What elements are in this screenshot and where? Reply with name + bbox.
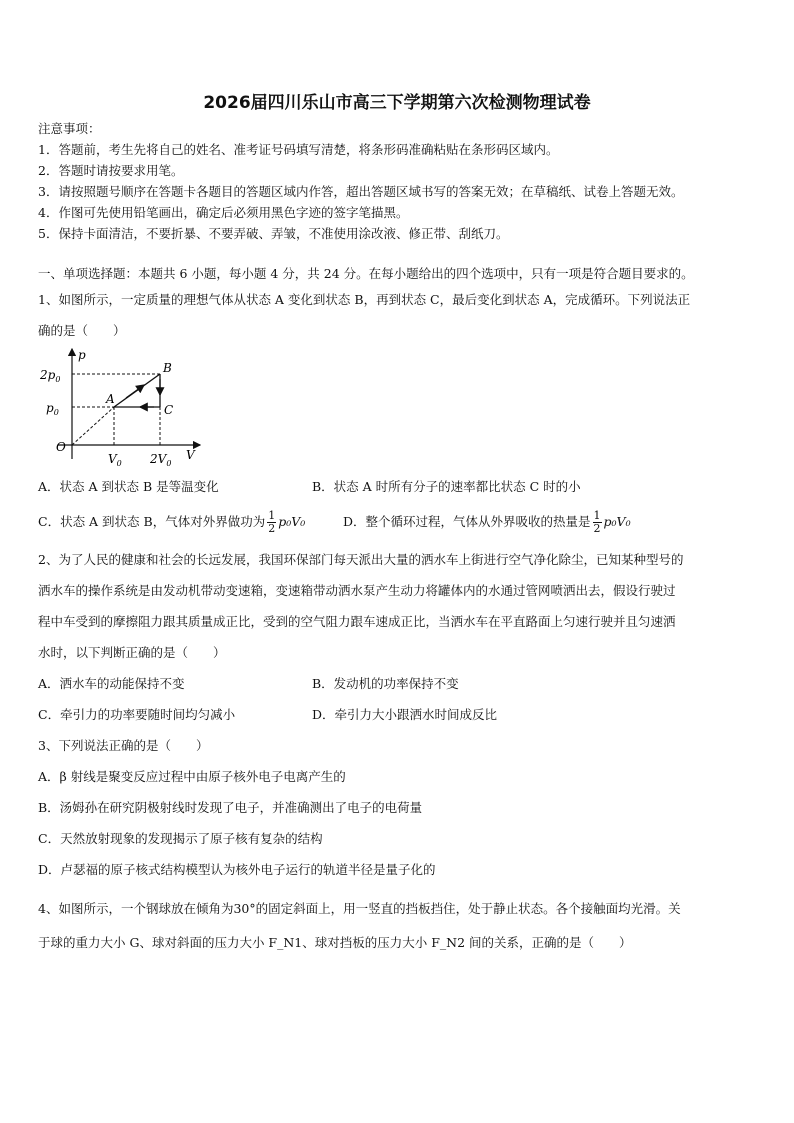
q3-stem: 3、下列说法正确的是（ ）	[38, 738, 209, 753]
label-2p0: $2p_0$	[40, 368, 61, 384]
q3-option-a: A．β 射线是聚变反应过程中由原子核外电子电离产生的	[38, 769, 346, 784]
page-title: 2026届四川乐山市高三下学期第六次检测物理试卷	[203, 93, 591, 113]
q1-stem-line1: 1、如图所示，一定质量的理想气体从状态 A 变化到状态 B，再到状态 C，最后变化到状态 A，完成循环。下列说法正	[38, 292, 691, 307]
label-p0: $p_0$	[46, 401, 59, 417]
notice-item-3: 3．请按照题号顺序在答题卡各题目的答题区域内作答，超出答题区域书写的答案无效；在草稿纸、试卷上答题无效。	[38, 184, 684, 199]
q1-option-c-expr: p₀V₀	[278, 514, 306, 529]
q1-option-d	[343, 510, 631, 535]
arrow-a-to-b	[126, 385, 144, 398]
q1-option-d-fraction: $\frac{1}{2}$	[593, 509, 601, 535]
q3-option-c: C．天然放射现象的发现揭示了原子核有复杂的结构	[38, 831, 323, 846]
notice-item-1: 1．答题前，考生先将自己的姓名、准考证号码填写清楚，将条形码准确粘贴在条形码区域内。	[38, 142, 559, 157]
q1-option-c	[38, 510, 305, 535]
q1-option-a: A．状态 A 到状态 B 是等温变化	[38, 479, 219, 494]
q2-option-c: C．牵引力的功率要随时间均匀减小	[38, 707, 236, 722]
notice-item-2: 2．答题时请按要求用笔。	[38, 163, 184, 178]
origin-label: O	[56, 440, 66, 454]
q1-option-d-text: D．整个循环过程，气体从外界吸收的热量是	[343, 514, 591, 529]
q2-stem-line4: 水时，以下判断正确的是（ ）	[38, 645, 226, 660]
point-b-label: B	[163, 361, 172, 375]
notice-header: 注意事项：	[38, 121, 101, 136]
pv-diagram	[38, 343, 208, 471]
q2-option-b: B．发动机的功率保持不变	[312, 676, 459, 691]
q4-stem-line2: 于球的重力大小 G、球对斜面的压力大小 F_N1、球对挡板的压力大小 F_N2 间的关系，正确的是（ ）	[38, 935, 632, 950]
label-2v0: $2V_0$	[150, 452, 172, 468]
q2-stem-line1: 2、为了人民的健康和社会的长远发展，我国环保部门每天派出大量的洒水车上街进行空气净化除尘，已知某种型号的	[38, 552, 684, 567]
point-c-label: C	[164, 403, 174, 417]
v-axis-label: V	[186, 448, 195, 462]
q2-option-d: D．牵引力大小跟洒水时间成反比	[312, 707, 498, 722]
notice-item-4: 4．作图可先使用铅笔画出，确定后必须用黑色字迹的签字笔描黑。	[38, 205, 409, 220]
notice-item-5: 5．保持卡面清洁，不要折暴、不要弄破、弄皱，不准使用涂改液、修正带、刮纸刀。	[38, 226, 509, 241]
point-a-label: A	[106, 392, 115, 406]
q3-option-d: D．卢瑟福的原子核式结构模型认为核外电子运行的轨道半径是量子化的	[38, 862, 436, 877]
q2-stem-line2: 洒水车的操作系统是由发动机带动变速箱，变速箱带动洒水泵产生动力将罐体内的水通过管网喷洒出去，假设行驶过	[38, 583, 676, 598]
section-heading: 一、单项选择题：本题共 6 小题，每小题 4 分，共 24 分。在每小题给出的四个选项中，只有一项是符合题目要求的。	[38, 266, 694, 281]
label-v0: $V_0$	[108, 452, 122, 468]
q4-stem-line1: 4、如图所示，一个钢球放在倾角为30°的固定斜面上，用一竖直的挡板挡住，处于静止状态。各个接触面均光滑。关	[38, 901, 681, 916]
q2-option-a: A．洒水车的动能保持不变	[38, 676, 185, 691]
q1-option-c-text: C．状态 A 到状态 B，气体对外界做功为	[38, 514, 266, 529]
q3-option-b: B．汤姆孙在研究阴极射线时发现了电子，并准确测出了电子的电荷量	[38, 800, 423, 815]
p-axis-label: p	[78, 348, 86, 362]
q1-option-c-fraction: $\frac{1}{2}$	[268, 509, 276, 535]
q1-stem-line2: 确的是（ ）	[38, 323, 126, 338]
q1-option-b: B．状态 A 时所有分子的速率都比状态 C 时的小	[312, 479, 581, 494]
q1-option-d-expr: p₀V₀	[603, 514, 631, 529]
q2-stem-line3: 程中车受到的摩擦阻力跟其质量成正比，受到的空气阻力跟车速成正比，当洒水车在平直路面上匀速行驶并且匀速洒	[38, 614, 676, 629]
dashed-origin-a	[72, 407, 114, 445]
